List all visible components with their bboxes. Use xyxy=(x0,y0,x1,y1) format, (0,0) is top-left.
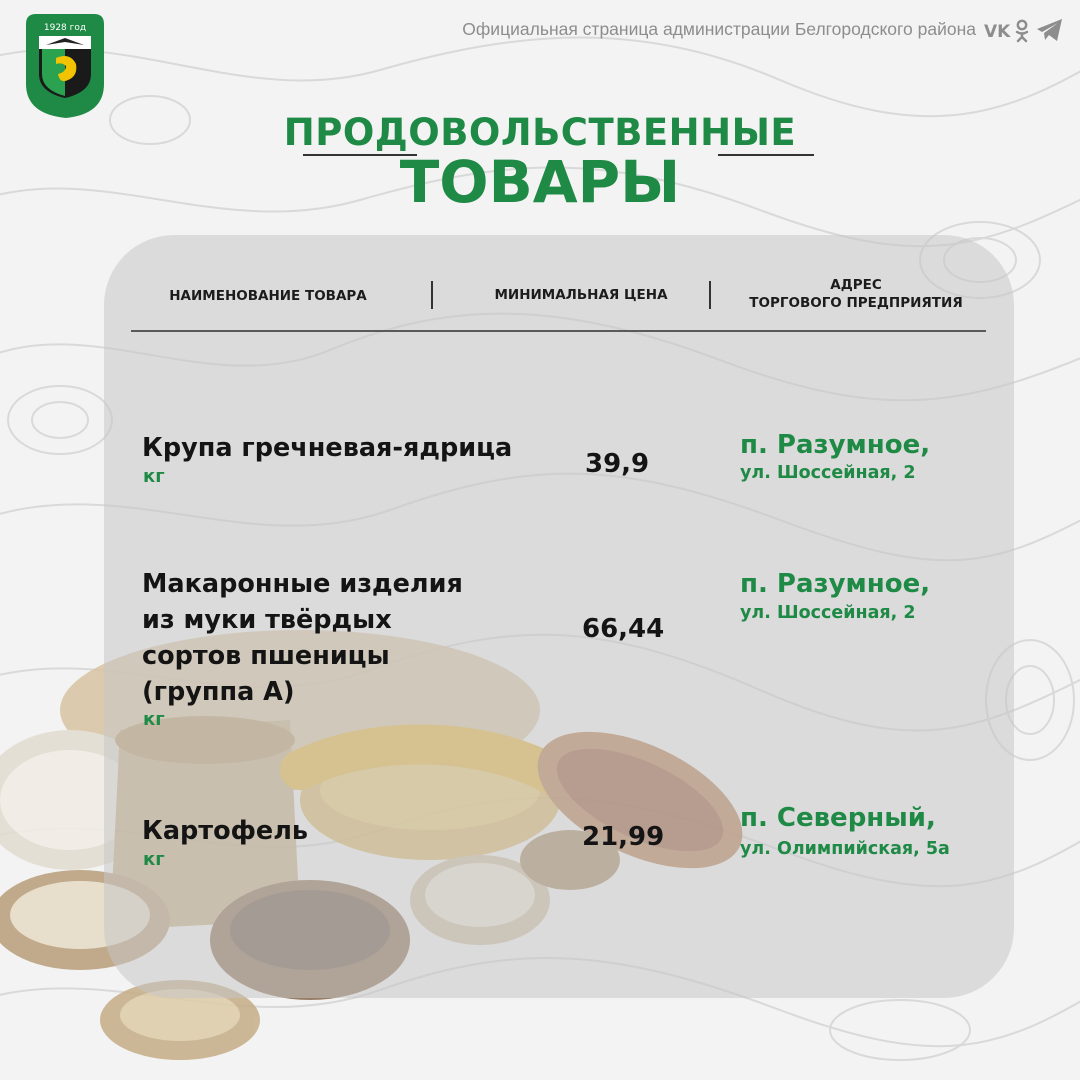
header-product-name: НАИМЕНОВАНИЕ ТОВАРА xyxy=(169,288,367,304)
vk-icon[interactable] xyxy=(984,22,1011,42)
store-street: ул. Олимпийская, 5а xyxy=(740,839,950,859)
header-underline xyxy=(131,330,986,332)
product-price: 39,9 xyxy=(585,449,650,479)
product-name: Макаронные изделия xyxy=(142,569,463,599)
product-price: 21,99 xyxy=(582,822,665,852)
social-links xyxy=(984,16,1064,44)
store-town: п. Северный, xyxy=(740,803,936,833)
telegram-icon[interactable] xyxy=(1037,19,1062,41)
title-line-2: ТОВАРЫ xyxy=(399,148,681,216)
store-street: ул. Шоссейная, 2 xyxy=(740,463,916,483)
odnoklassniki-icon[interactable] xyxy=(1017,21,1027,41)
store-street: ул. Шоссейная, 2 xyxy=(740,603,916,623)
page-source-text: Официальная страница администрации Белгородского района xyxy=(462,19,976,39)
store-town: п. Разумное, xyxy=(740,430,931,460)
header-divider-2 xyxy=(709,281,711,309)
product-unit: кг xyxy=(143,466,165,487)
product-name: Крупа гречневая-ядрица xyxy=(142,433,513,463)
header-divider-1 xyxy=(431,281,433,309)
svg-text:VK: VK xyxy=(984,22,1011,42)
product-name: сортов пшеницы xyxy=(142,641,390,671)
product-unit: кг xyxy=(143,709,165,730)
product-price: 66,44 xyxy=(582,614,665,644)
district-logo xyxy=(26,14,104,118)
header-address-line2: ТОРГОВОГО ПРЕДПРИЯТИЯ xyxy=(749,295,963,311)
product-unit: кг xyxy=(143,849,165,870)
product-name: из муки твёрдых xyxy=(142,605,392,635)
store-town: п. Разумное, xyxy=(740,569,931,599)
product-name: (группа А) xyxy=(142,677,295,707)
header-min-price: МИНИМАЛЬНАЯ ЦЕНА xyxy=(494,287,668,303)
header-address-line1: АДРЕС xyxy=(830,277,882,293)
logo-year-text: 1928 год xyxy=(43,23,87,33)
product-name: Картофель xyxy=(142,816,308,846)
title-line-1: ПРОДОВОЛЬСТВЕННЫЕ xyxy=(283,111,797,154)
